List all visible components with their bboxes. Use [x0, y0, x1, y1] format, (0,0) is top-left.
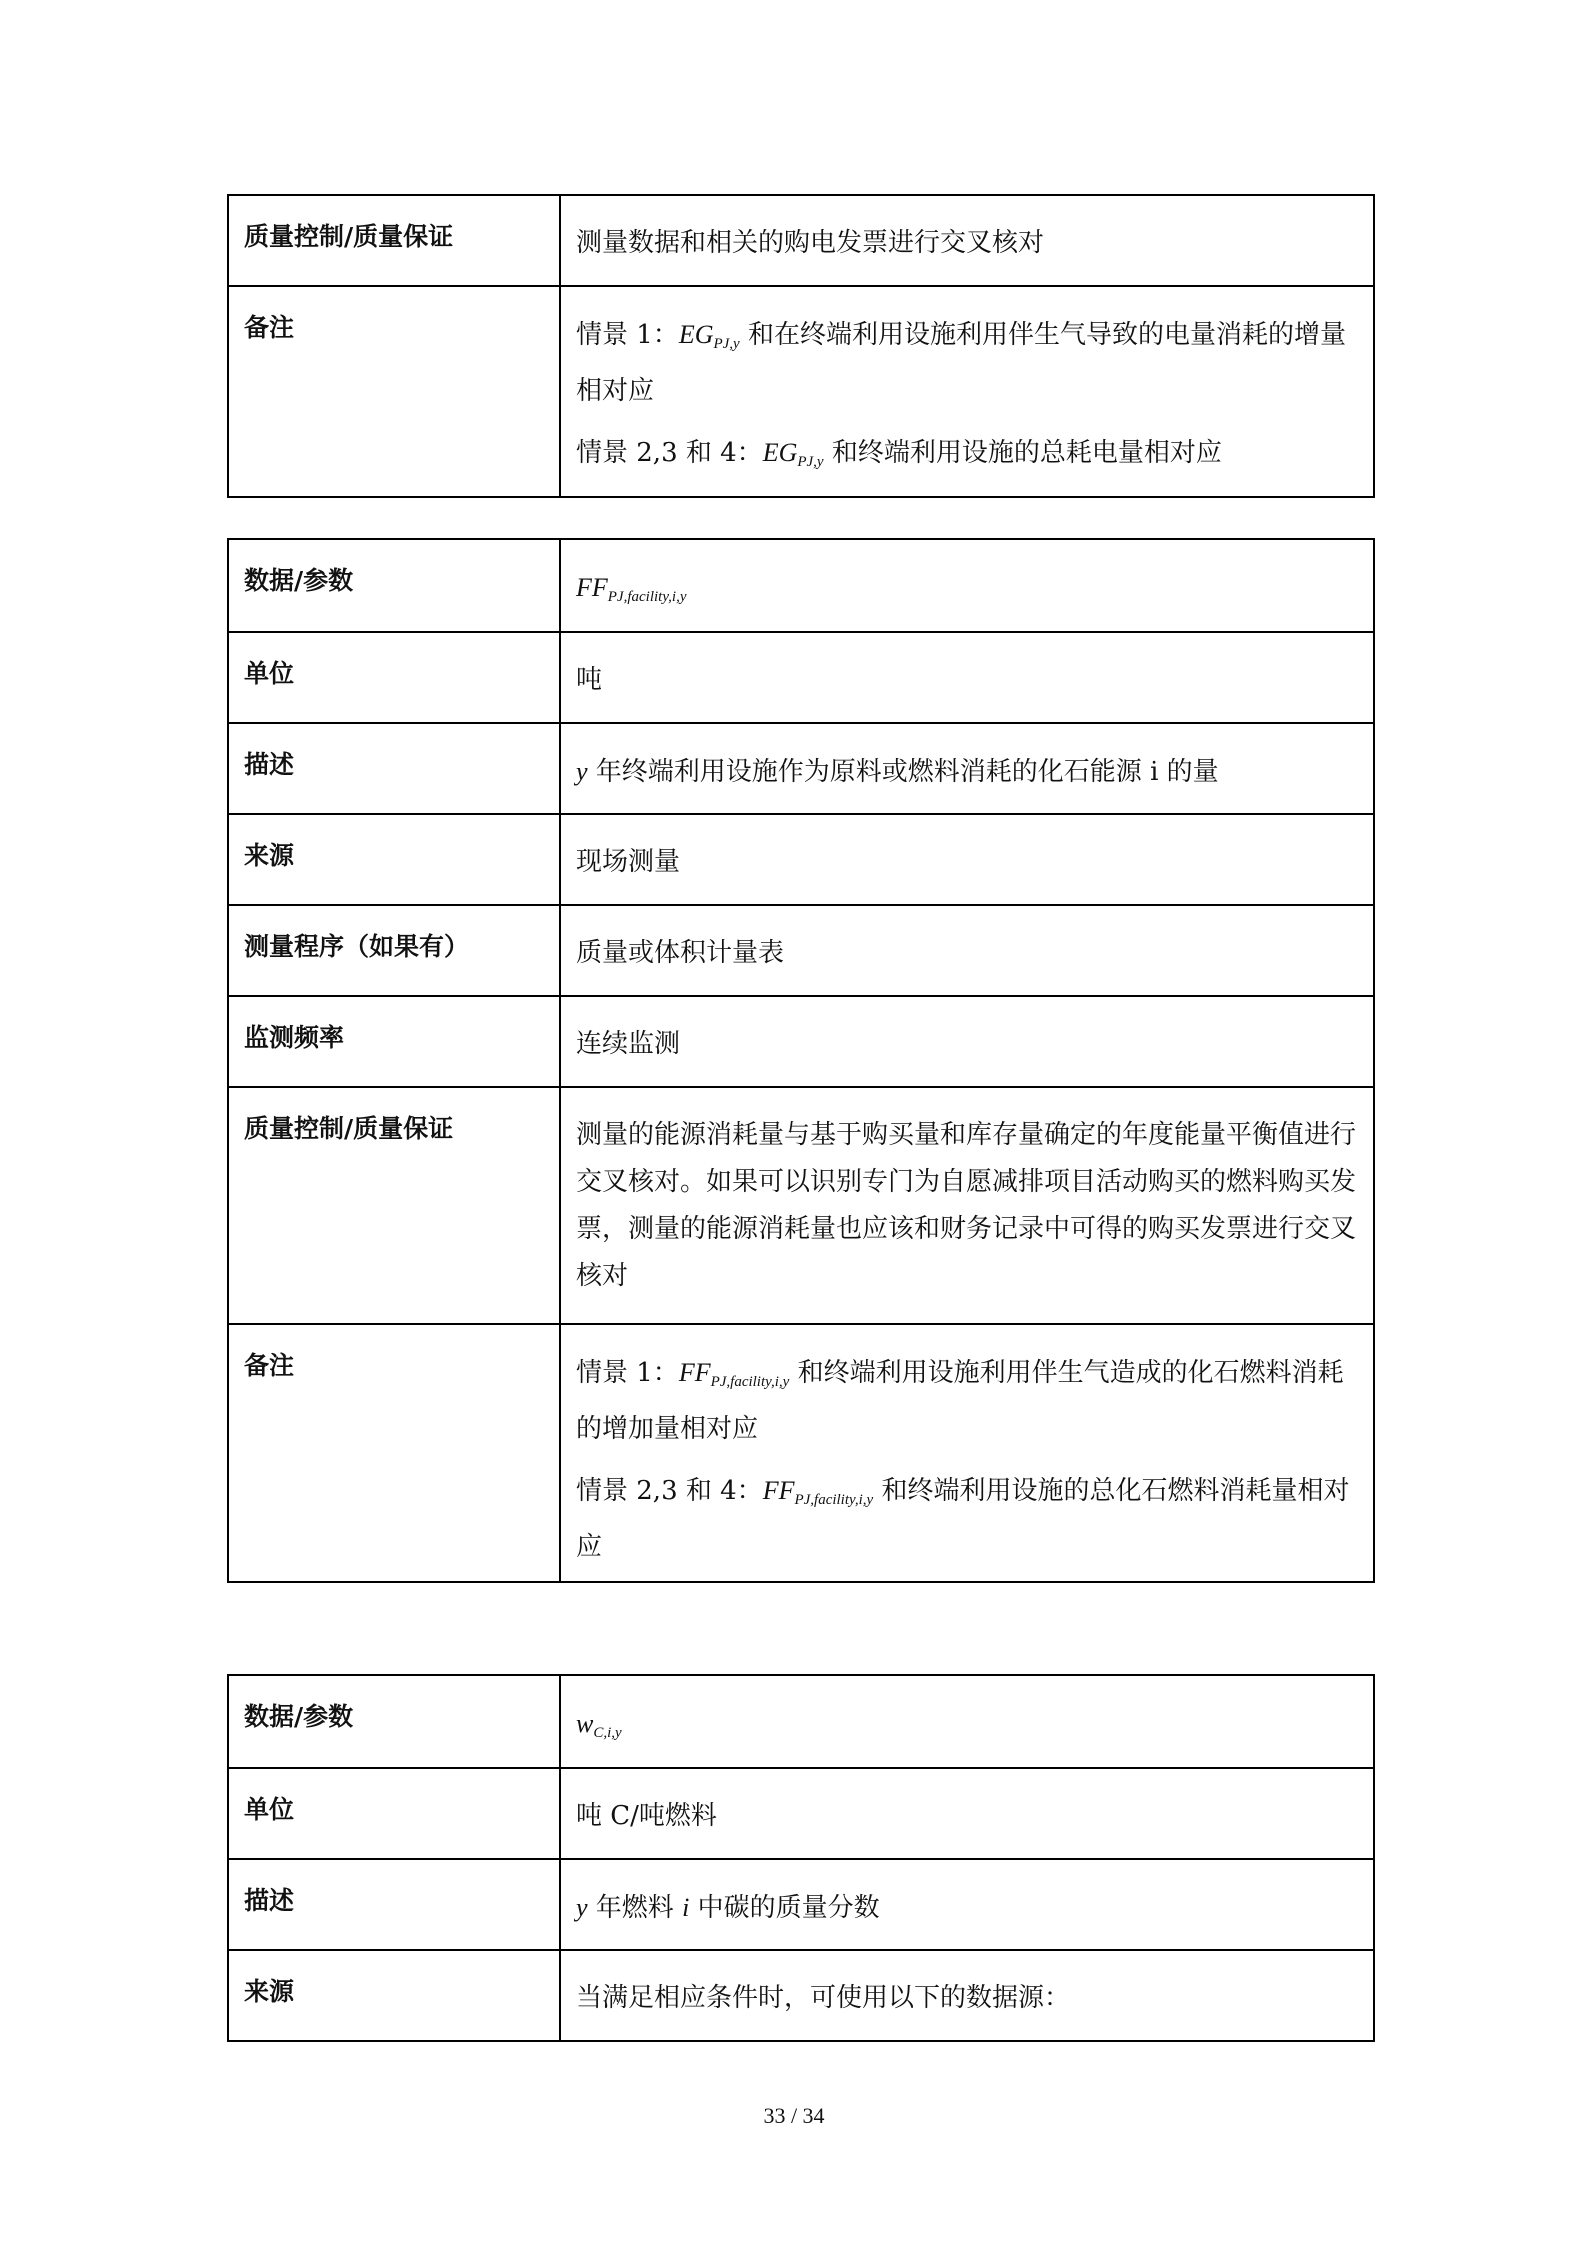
row-value-description: y 年燃料 i 中碳的质量分数 [560, 1859, 1374, 1950]
row-label-procedure: 测量程序（如果有） [228, 905, 560, 996]
row-value-source: 当满足相应条件时，可使用以下的数据源： [560, 1950, 1374, 2041]
row-value-qaqc: 测量数据和相关的购电发票进行交叉核对 [560, 195, 1374, 286]
table-row [228, 539, 1374, 632]
row-value-remarks [560, 286, 1374, 497]
row-label-unit: 单位 [228, 1768, 560, 1859]
row-label-remarks: 备注 [228, 1324, 560, 1582]
row-label-unit: 单位 [228, 632, 560, 723]
table-row [228, 723, 1374, 814]
row-value-source: 现场测量 [560, 814, 1374, 905]
row-label-source: 来源 [228, 1950, 560, 2041]
row-value-qaqc: 测量的能源消耗量与基于购买量和库存量确定的年度能量平衡值进行交叉核对。如果可以识别专门为自愿减排项目活动购买的燃料购买发票，测量的能源消耗量也应该和财务记录中可得的购买发票进行交叉核对 [560, 1087, 1374, 1324]
row-value-remarks [560, 1324, 1374, 1582]
table-row [228, 1768, 1374, 1859]
remark-scenario-2-3-4: 情景 2,3 和 4：$FF_{PJ,facility,i,y}$ 和终端利用设施的总化石燃料消耗量相对应 [576, 1476, 1350, 1562]
table-row [228, 1087, 1374, 1324]
page-number: 33 / 34 [763, 2103, 825, 2128]
remark-scenario-2-3-4: 情景 2,3 和 4：$EG_{PJ,y}$ 和终端利用设施的总耗电量相对应 [576, 438, 1222, 470]
table-row [228, 286, 1374, 497]
row-value-parameter: $FF_{PJ,facility,i,y}$ [560, 539, 1374, 632]
table-row [228, 814, 1374, 905]
row-value-parameter: $w_{C,i,y}$ [560, 1675, 1374, 1768]
row-value-unit: 吨 [560, 632, 1374, 723]
table-row [228, 905, 1374, 996]
qa-remarks-table-eg [227, 194, 1375, 498]
row-value-procedure: 质量或体积计量表 [560, 905, 1374, 996]
table-row [228, 1675, 1374, 1768]
row-label-remarks: 备注 [228, 286, 560, 497]
row-label-description: 描述 [228, 723, 560, 814]
table-row [228, 996, 1374, 1087]
table-row [228, 632, 1374, 723]
row-label-frequency: 监测频率 [228, 996, 560, 1087]
row-label-source: 来源 [228, 814, 560, 905]
row-value-description: y 年终端利用设施作为原料或燃料消耗的化石能源 i 的量 [560, 723, 1374, 814]
row-value-frequency: 连续监测 [560, 996, 1374, 1087]
table-row [228, 1950, 1374, 2041]
remark-scenario-1: 情景 1：$EG_{PJ,y}$ 和在终端利用设施利用伴生气导致的电量消耗的增量相对应 [576, 320, 1346, 406]
parameter-table-wc [227, 1674, 1375, 2042]
row-label-qaqc: 质量控制/质量保证 [228, 195, 560, 286]
row-label-parameter: 数据/参数 [228, 539, 560, 632]
parameter-table-ff [227, 538, 1375, 1583]
row-value-unit: 吨 C/吨燃料 [560, 1768, 1374, 1859]
remark-scenario-1: 情景 1：$FF_{PJ,facility,i,y}$ 和终端利用设施利用伴生气造成的化石燃料消耗的增加量相对应 [576, 1358, 1344, 1444]
row-label-parameter: 数据/参数 [228, 1675, 560, 1768]
row-label-description: 描述 [228, 1859, 560, 1950]
table-row [228, 1324, 1374, 1582]
row-label-qaqc: 质量控制/质量保证 [228, 1087, 560, 1324]
table-row [228, 195, 1374, 286]
table-row [228, 1859, 1374, 1950]
